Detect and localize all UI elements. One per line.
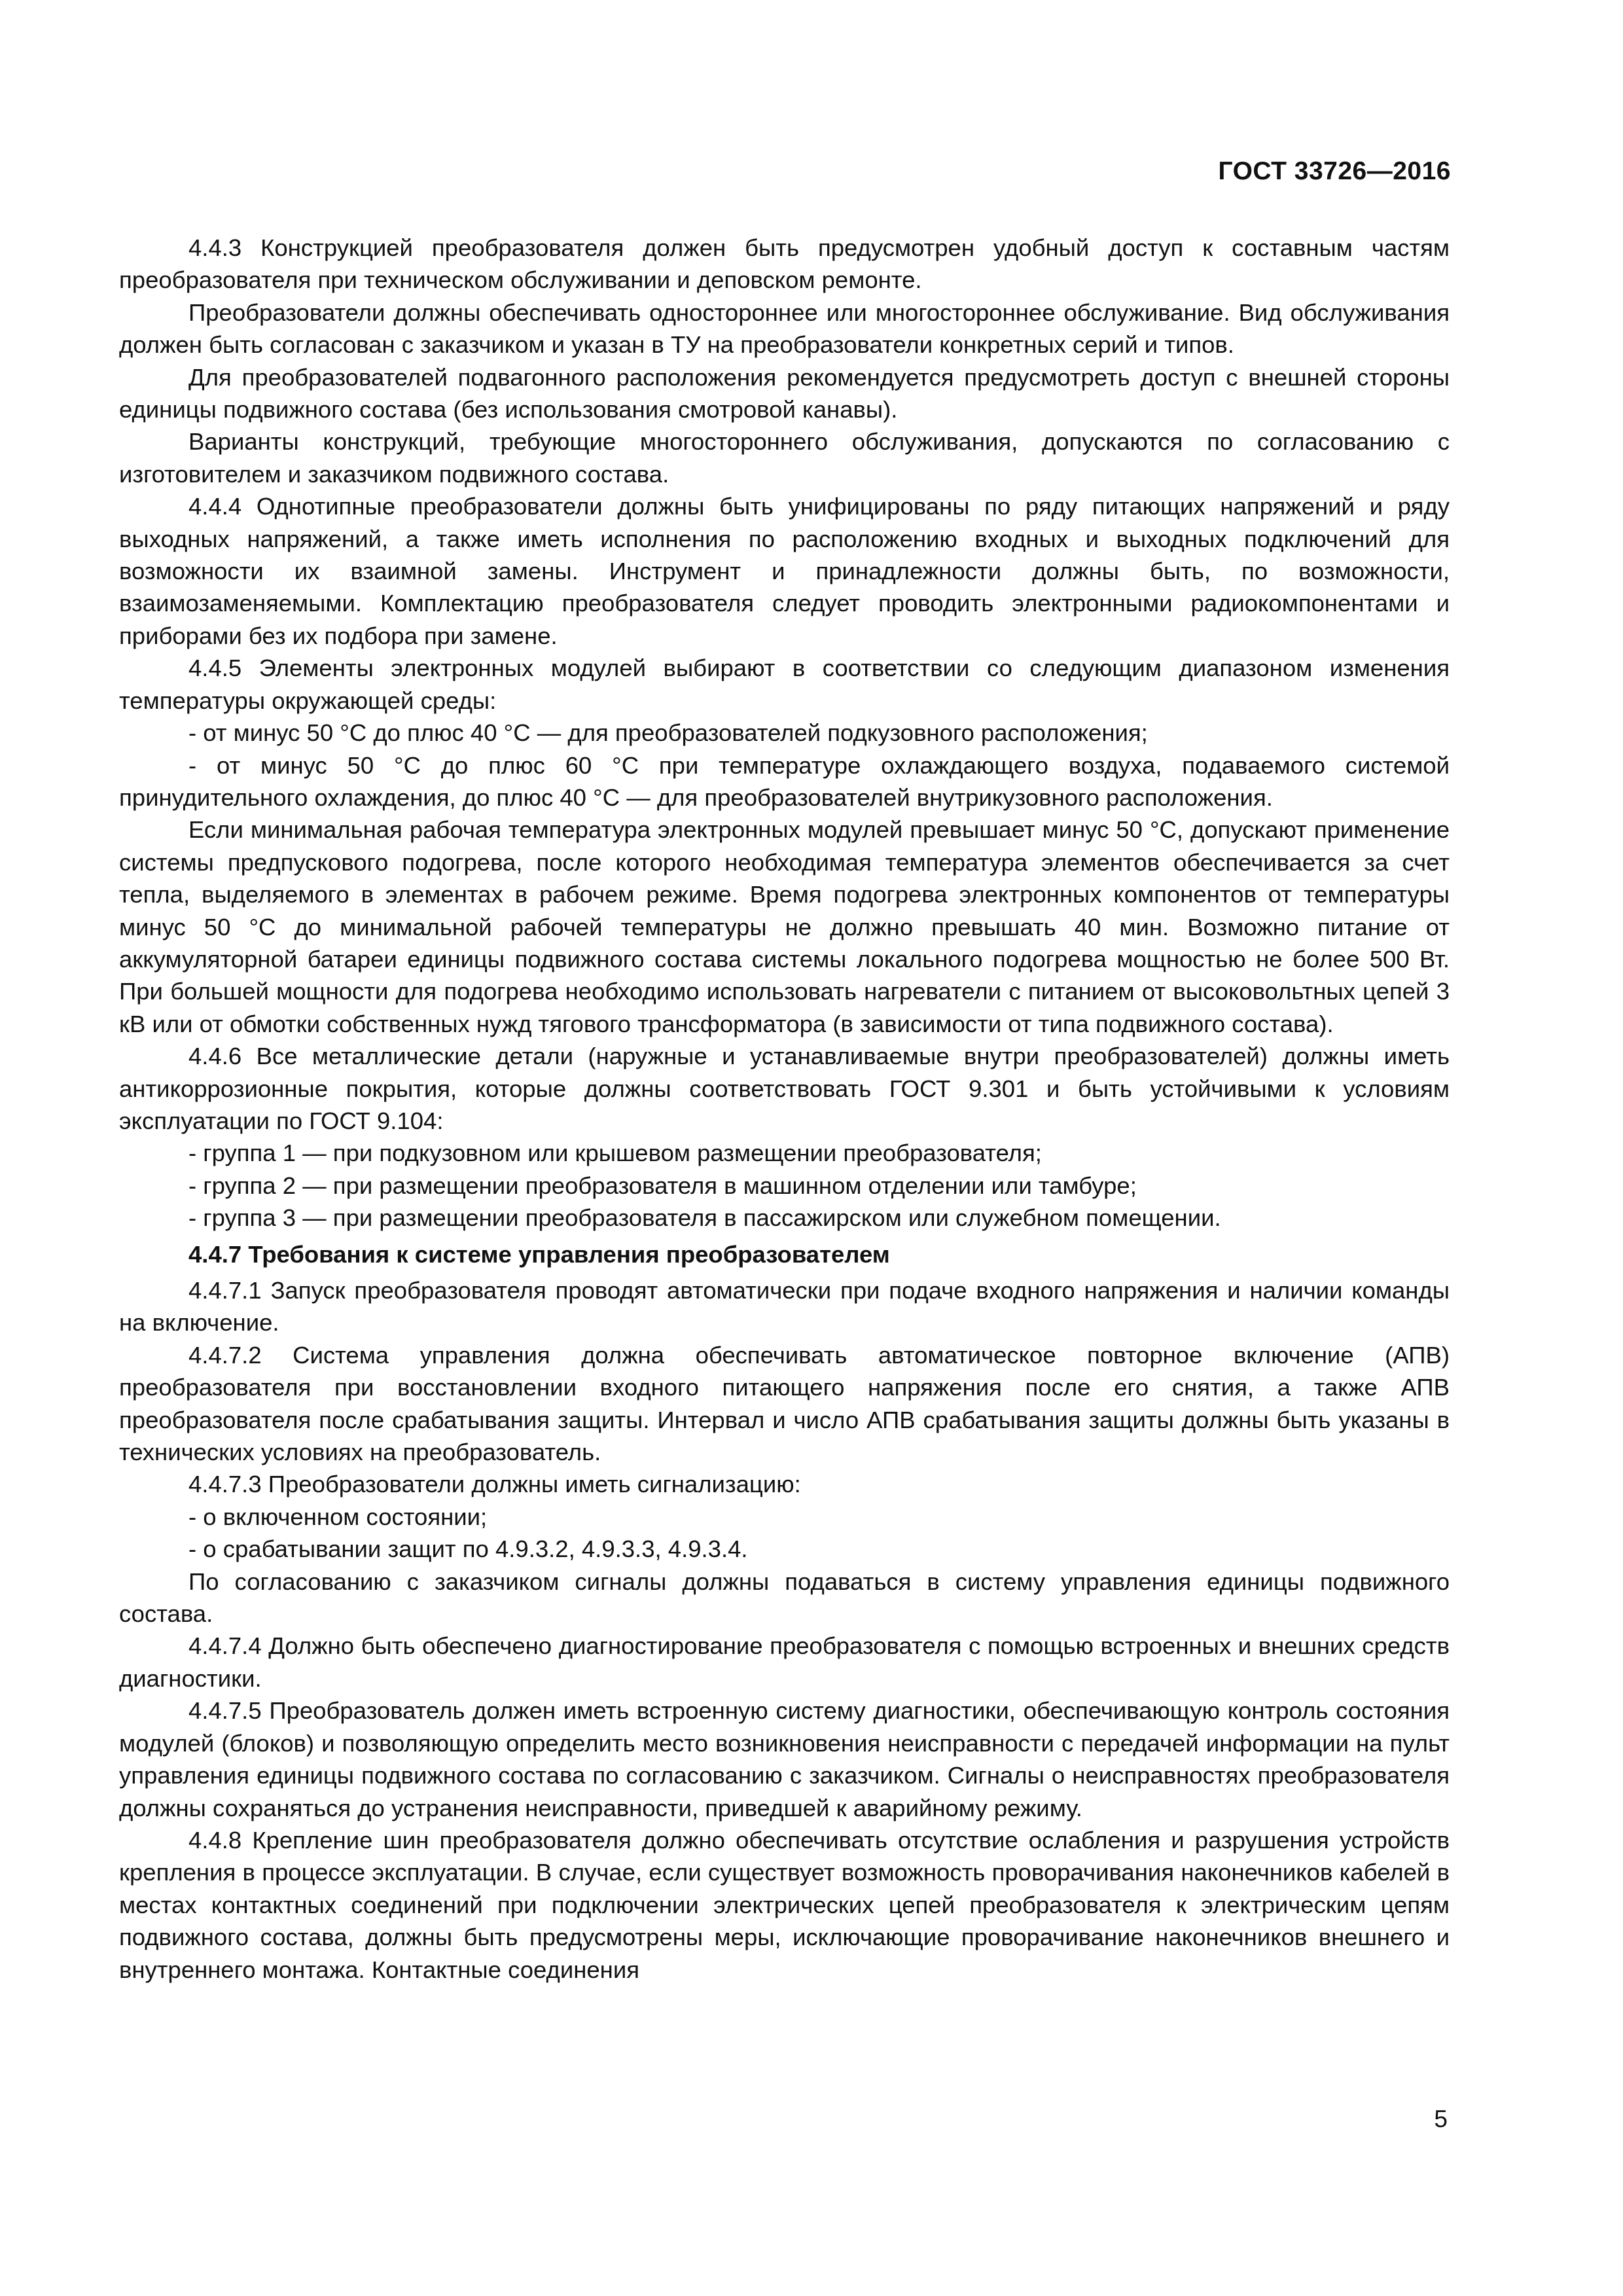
section-heading: 4.4.7 Требования к системе управления преобразователем — [188, 1240, 890, 1268]
list-item: - о включенном состоянии; — [188, 1503, 488, 1530]
paragraph: 4.4.6 Все металлические детали (наружные и устанавливаемые внутри преобразователей) должны иметь антикоррозионные покрытия, которые должны соответствовать ГОСТ 9.301 и быть устойчивыми к условиям эксплуатации по ГОСТ 9.104: — [119, 1043, 1450, 1134]
paragraph: 4.4.7.3 Преобразователи должны иметь сигнализацию: — [188, 1471, 801, 1498]
document-body — [119, 232, 1450, 1986]
paragraph: Преобразователи должны обеспечивать одностороннее или многостороннее обслуживание. Вид обслуживания должен быть согласован с заказчиком и указан в ТУ на преобразователи конкретных серий и типов. — [119, 298, 1450, 359]
paragraph: 4.4.7.5 Преобразователь должен иметь встроенную систему диагностики, обеспечивающую контроль состояния модулей (блоков) и позволяющую определить место возникновения неисправности с передачей информации на пульт управления единицы подвижного состава по согласованию с заказчиком. Сигналы о неисправностях преобразователя должны сохраняться до устранения неисправности, приведшей к аварийному режиму. — [119, 1697, 1450, 1821]
paragraph: По согласованию с заказчиком сигналы должны подаваться в систему управления единицы подвижного состава. — [119, 1568, 1450, 1628]
list-item: - о срабатывании защит по 4.9.3.2, 4.9.3.3, 4.9.3.4. — [188, 1535, 748, 1563]
paragraph: 4.4.7.4 Должно быть обеспечено диагностирование преобразователя с помощью встроенных и внешних средств диагностики. — [119, 1632, 1450, 1692]
paragraph: Для преобразователей подвагонного расположения рекомендуется предусмотреть доступ с внешней стороны единицы подвижного состава (без использования смотровой канавы). — [119, 363, 1450, 423]
paragraph: 4.4.3 Конструкцией преобразователя должен быть предусмотрен удобный доступ к составным частям преобразователя при техническом обслуживании и деповском ремонте. — [119, 234, 1450, 294]
paragraph: 4.4.7.2 Система управления должна обеспечивать автоматическое повторное включение (АПВ) преобразователя при восстановлении входного питающего напряжения после его снятия, а также АПВ преобразователя после срабатывания защиты. Интервал и число АПВ срабатывания защиты должны быть указаны в технических условиях на преобразователь. — [119, 1341, 1450, 1466]
page-number: 5 — [1434, 2106, 1448, 2132]
paragraph: 4.4.8 Крепление шин преобразователя должно обеспечивать отсутствие ослабления и разрушения устройств крепления в процессе эксплуатации. В случае, если существует возможность проворачивания наконечников кабелей в местах контактных соединений при подключении электрических цепей преобразователя к электрическим цепям подвижного состава, должны быть предусмотрены меры, исключающие проворачивание наконечников внешнего и внутреннего монтажа. Контактные соединения — [119, 1826, 1450, 1983]
list-item: - группа 3 — при размещении преобразователя в пассажирском или служебном помещении. — [188, 1204, 1221, 1232]
list-item: - группа 2 — при размещении преобразователя в машинном отделении или тамбуре; — [188, 1172, 1137, 1199]
paragraph: 4.4.4 Однотипные преобразователи должны быть унифицированы по ряду питающих напряжений и ряду выходных напряжений, а также иметь исполнения по расположению входных и выходных подключений для возможности их взаимной замены. Инструмент и принадлежности должны быть, по возможности, взаимозаменяемыми. Комплектацию преобразователя следует проводить электронными радиокомпонентами и приборами без их подбора при замене. — [119, 493, 1450, 649]
list-item: - группа 1 — при подкузовном или крышевом размещении преобразователя; — [188, 1139, 1042, 1167]
standard-code: ГОСТ 33726—2016 — [1218, 157, 1451, 185]
paragraph: Если минимальная рабочая температура электронных модулей превышает минус 50 °С, допускают применение системы предпускового подогрева, после которого необходимая температура элементов обеспечивается за счет тепла, выделяемого в элементах в рабочем режиме. Время подогрева электронных компонентов от температуры минус 50 °С до минимальной рабочей температуры не должно превышать 40 мин. Возможно питание от аккумуляторной батареи единицы подвижного состава системы локального подогрева мощностью не более 500 Вт. При большей мощности для подогрева необходимо использовать нагреватели с питанием от высоковольтных цепей 3 кВ или от обмотки собственных нужд тягового трансформатора (в зависимости от типа подвижного состава). — [119, 816, 1450, 1037]
paragraph: 4.4.7.1 Запуск преобразователя проводят автоматически при подаче входного напряжения и наличии команды на включение. — [119, 1277, 1450, 1336]
list-item: - от минус 50 °С до плюс 40 °С — для преобразователей подкузовного расположения; — [188, 719, 1148, 747]
paragraph: Варианты конструкций, требующие многостороннего обслуживания, допускаются по согласованию с изготовителем и заказчиком подвижного состава. — [119, 428, 1450, 488]
paragraph: 4.4.5 Элементы электронных модулей выбирают в соответствии со следующим диапазоном изменения температуры окружающей среды: — [119, 655, 1450, 714]
list-item: - от минус 50 °С до плюс 60 °С при температуре охлаждающего воздуха, подаваемого системой принудительного охлаждения, до плюс 40 °С — для преобразователей внутрикузовного расположения. — [119, 751, 1450, 811]
